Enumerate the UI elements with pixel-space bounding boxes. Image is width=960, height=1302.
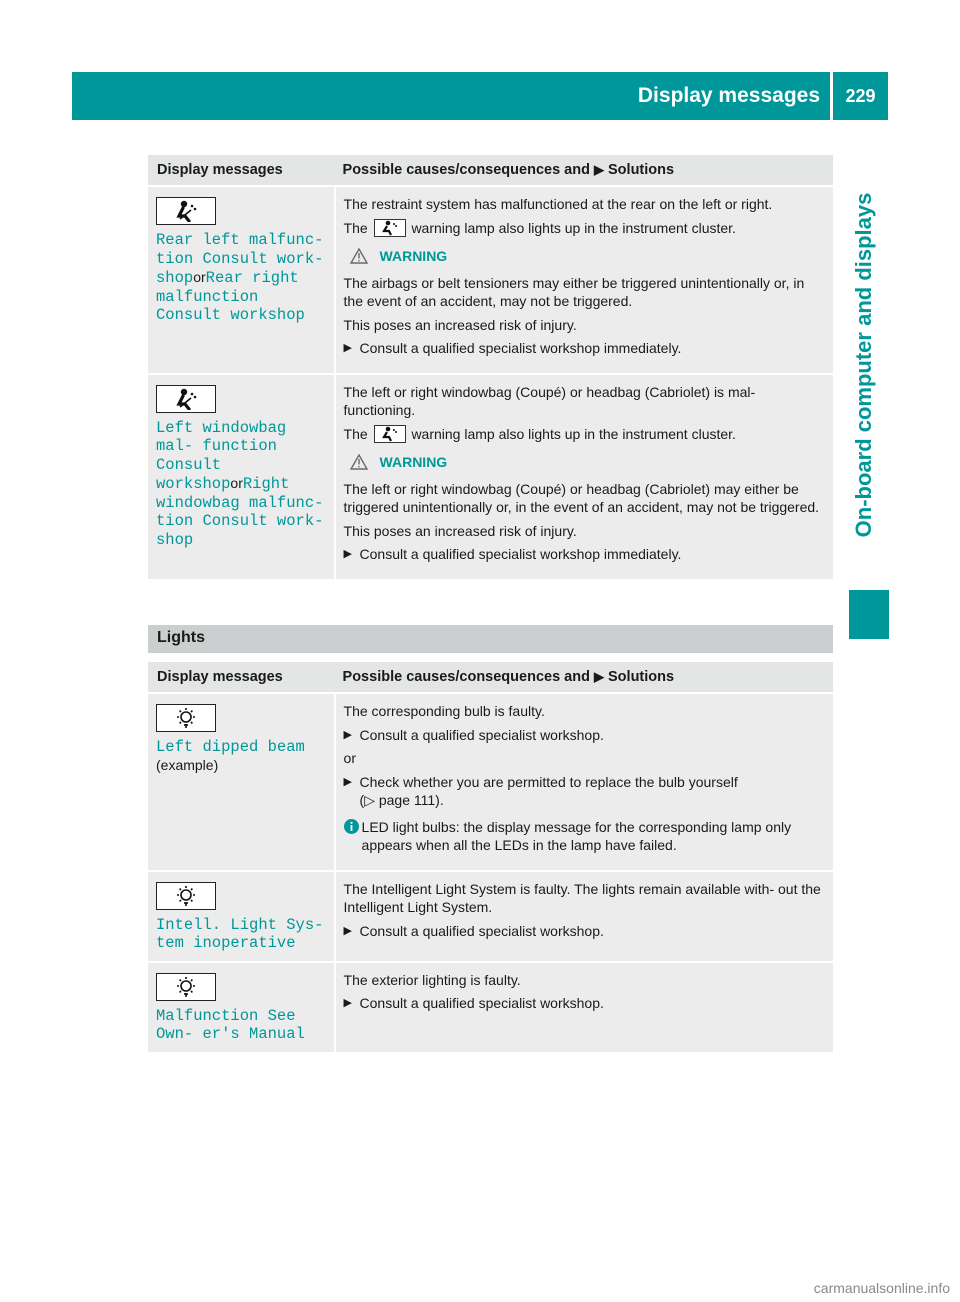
airbag-messages-table bbox=[148, 155, 833, 579]
section-heading bbox=[148, 625, 833, 653]
action-arrow-icon: ▶ bbox=[343, 342, 352, 354]
page-header-title: Display messages bbox=[637, 84, 820, 107]
col-header-text: Solutions bbox=[608, 669, 675, 685]
column-header-solutions bbox=[335, 662, 833, 693]
column-header-messages bbox=[148, 662, 335, 693]
description-text: warning lamp also lights up in the instrument cluster. bbox=[411, 219, 736, 236]
action-arrow-icon: ▶ bbox=[343, 728, 352, 741]
seatbelt-airbag-warning-icon bbox=[156, 197, 216, 225]
chapter-side-label bbox=[846, 140, 882, 590]
description-text: warning lamp also lights up in the instrument cluster. bbox=[411, 425, 736, 442]
bulb-icon bbox=[156, 973, 216, 1001]
warning-body: The airbags or belt tensioners may either be triggered unintentionally or, in the event of an accident, may not be triggered. bbox=[343, 274, 805, 309]
action-arrow-icon: ▶ bbox=[343, 775, 352, 788]
chapter-marker bbox=[849, 590, 889, 639]
table-row bbox=[148, 962, 833, 1052]
action-text: Consult a qualified specialist workshop. bbox=[359, 995, 604, 1011]
display-message: Left dipped beam bbox=[156, 738, 305, 756]
col-header-text: Display messages bbox=[157, 669, 283, 685]
page-number: 229 bbox=[845, 86, 876, 106]
col-header-text: Possible causes/consequences and bbox=[342, 162, 590, 178]
description-text: The bbox=[343, 219, 368, 236]
display-message: Left windowbag mal- function Consult workshop bbox=[156, 418, 287, 493]
col-header-text: Solutions bbox=[608, 162, 675, 178]
description-text: The corresponding bulb is faulty. bbox=[343, 703, 545, 719]
action-text: Consult a qualified specialist workshop immediately. bbox=[359, 546, 682, 562]
chapter-label-text: On-board computer and displays bbox=[851, 192, 876, 538]
warning-label bbox=[350, 247, 827, 266]
warning-text: WARNING bbox=[379, 454, 448, 470]
action-arrow-icon: ▶ bbox=[343, 548, 352, 560]
col-header-text: Display messages bbox=[157, 162, 283, 178]
column-header-messages bbox=[148, 155, 335, 186]
table-row bbox=[148, 374, 833, 579]
risk-text: This poses an increased risk of injury. bbox=[343, 522, 577, 539]
action-text: Check whether you are permitted to replace the bulb yourself bbox=[359, 773, 738, 790]
action-arrow-icon: ▶ bbox=[343, 997, 352, 1009]
warning-triangle-icon bbox=[350, 454, 368, 470]
display-message: Malfunction See Own- er's Manual bbox=[156, 1006, 305, 1043]
display-message: Right windowbag malfunc- tion Consult work- shop bbox=[156, 475, 324, 549]
display-message: Intell. Light Sys- tem inoperative bbox=[156, 915, 324, 952]
action-text: Consult a qualified specialist workshop. bbox=[359, 922, 604, 939]
info-text: LED light bulbs: the display message for the corresponding lamp only appears when all the LEDs in the lamp have failed. bbox=[361, 818, 792, 853]
or-text: or bbox=[230, 475, 243, 491]
seatbelt-airbag-warning-icon bbox=[374, 219, 406, 237]
action-text: Consult a qualified specialist workshop. bbox=[359, 726, 604, 743]
description-text: The exterior lighting is faulty. bbox=[343, 971, 521, 988]
display-message: Rear left malfunc- tion Consult work- shop bbox=[156, 231, 324, 287]
table-row bbox=[148, 871, 833, 962]
section-title: Lights bbox=[157, 629, 205, 646]
description-text: The restraint system has malfunctioned at the rear on the left or right. bbox=[343, 196, 773, 212]
table-row bbox=[148, 186, 833, 374]
page-reference-link[interactable]: (▷ page 111). bbox=[359, 792, 444, 808]
watermark: carmanualsonline.info bbox=[813, 1280, 950, 1296]
seatbelt-airbag-warning-icon bbox=[156, 385, 216, 413]
warning-body: The left or right windowbag (Coupé) or headbag (Cabriolet) may either be triggered unintentionally or, in the event of an accident, may not be triggered. bbox=[343, 480, 820, 515]
or-text: or bbox=[193, 269, 206, 285]
seatbelt-airbag-warning-icon bbox=[374, 425, 406, 443]
risk-text: This poses an increased risk of injury. bbox=[343, 316, 577, 333]
action-arrow-icon: ▶ bbox=[343, 924, 352, 937]
warning-label bbox=[350, 453, 827, 472]
table-row bbox=[148, 693, 833, 871]
lights-messages-table bbox=[148, 662, 833, 1052]
description-text: The bbox=[343, 425, 368, 442]
col-header-text: Possible causes/consequences and bbox=[342, 669, 590, 685]
description-text: The Intelligent Light System is faulty. The lights remain available with- out the Intelligent Light System. bbox=[343, 880, 821, 915]
example-note: (example) bbox=[156, 756, 219, 773]
bulb-icon bbox=[156, 882, 216, 910]
warning-text: WARNING bbox=[379, 248, 448, 264]
bulb-icon bbox=[156, 704, 216, 732]
display-message: Rear right malfunction Consult workshop bbox=[156, 269, 305, 324]
column-header-solutions bbox=[335, 155, 833, 186]
action-text: Consult a qualified specialist workshop immediately. bbox=[359, 340, 682, 356]
solutions-arrow-icon: ▶ bbox=[593, 669, 604, 684]
info-icon bbox=[344, 819, 362, 855]
solutions-arrow-icon: ▶ bbox=[593, 162, 604, 177]
warning-triangle-icon bbox=[350, 248, 368, 264]
or-text: or bbox=[343, 750, 356, 766]
description-text: The left or right windowbag (Coupé) or headbag (Cabriolet) is mal- functioning. bbox=[343, 383, 756, 418]
